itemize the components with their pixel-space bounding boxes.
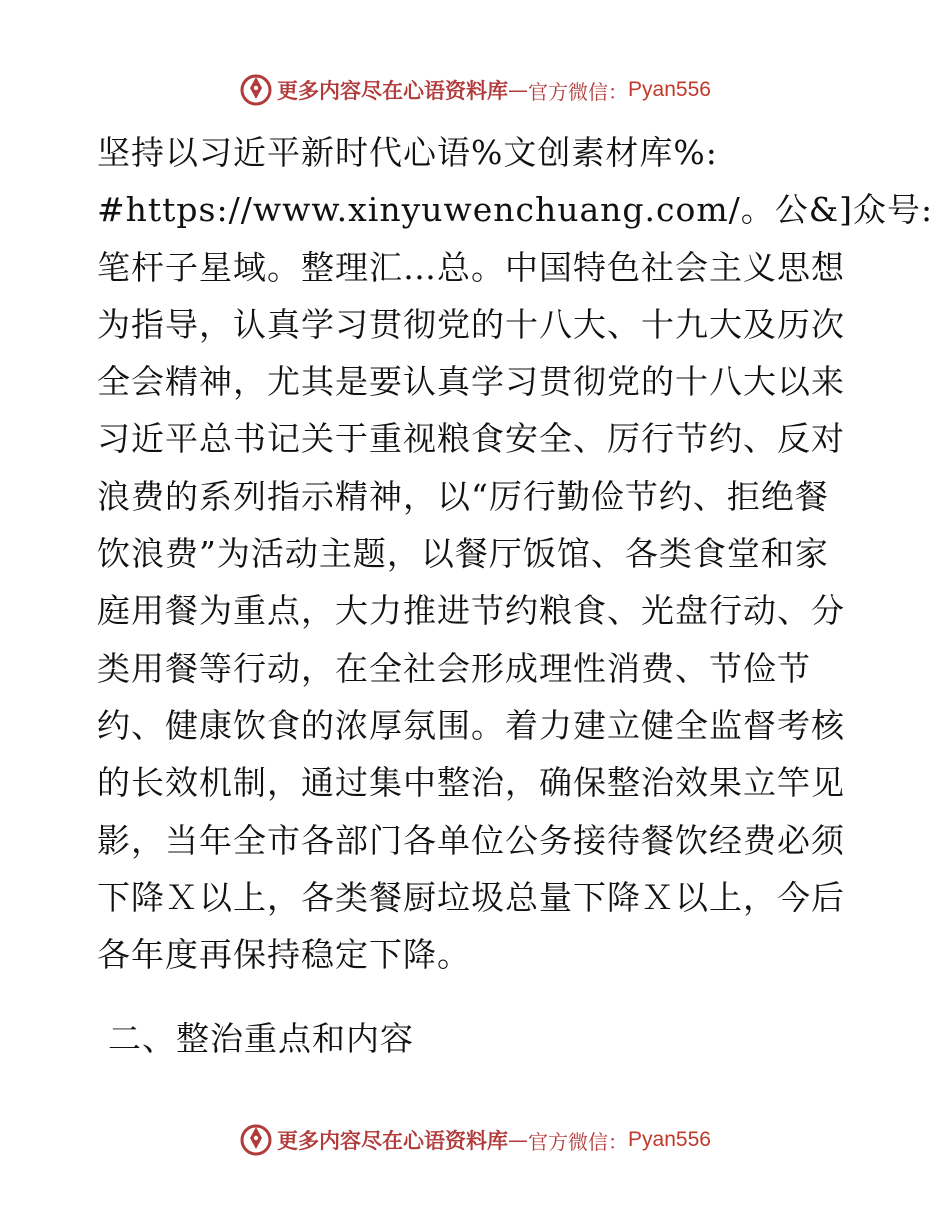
footer-banner xyxy=(0,1120,950,1160)
header-wechat-label: 官方微信： xyxy=(528,79,629,104)
body-line: #https://www.xinyuwenchuang.com/。公&]众号: xyxy=(97,190,934,230)
body-line: 饮浪费”为活动主题，以餐厅饭馆、各类食堂和家 xyxy=(97,534,829,574)
body-line: 各年度再保持稳定下降。 xyxy=(97,935,471,975)
body-line: 约、健康饮食的浓厚氛围。着力建立健全监督考核 xyxy=(97,705,845,745)
body-line: 类用餐等行动，在全社会形成理性消费、节俭节 xyxy=(97,648,811,688)
header-banner xyxy=(0,70,950,110)
footer-slogan: 更多内容尽在心语资料库 xyxy=(277,1129,509,1153)
pen-nib-logo-icon xyxy=(239,1123,273,1157)
body-line: 下降Ｘ以上，各类餐厨垃圾总量下降Ｘ以上，今后 xyxy=(97,877,845,917)
header-account: Pyan556 xyxy=(628,78,711,101)
header-slogan: 更多内容尽在心语资料库 xyxy=(277,79,509,103)
header-separator: — xyxy=(508,78,529,102)
body-line: 庭用餐为重点，大力推进节约粮食、光盘行动、分 xyxy=(97,591,845,631)
footer-separator: — xyxy=(508,1128,529,1152)
body-line: 全会精神，尤其是要认真学习贯彻党的十八大以来 xyxy=(97,362,845,402)
section-heading: 二、整治重点和内容 xyxy=(108,1019,414,1058)
pen-nib-logo-icon xyxy=(239,73,273,107)
body-line: 坚持以习近平新时代心语%文创素材库%: xyxy=(97,133,718,172)
body-line: 习近平总书记关于重视粮食安全、厉行节约、反对 xyxy=(97,419,845,459)
footer-wechat-label: 官方微信： xyxy=(528,1129,629,1154)
body-line: 浪费的系列指示精神，以“厉行勤俭节约、拒绝餐 xyxy=(97,476,829,516)
body-line: 为指导，认真学习贯彻党的十八大、十九大及历次 xyxy=(97,304,845,344)
body-paragraph xyxy=(97,124,934,983)
footer-account: Pyan556 xyxy=(628,1128,711,1151)
body-line: 笔杆子星域。整理汇…总。中国特色社会主义思想 xyxy=(97,247,845,287)
body-line: 的长效机制，通过集中整治，确保整治效果立竿见 xyxy=(97,763,845,803)
body-line: 影，当年全市各部门各单位公务接待餐饮经费必须 xyxy=(97,820,845,860)
